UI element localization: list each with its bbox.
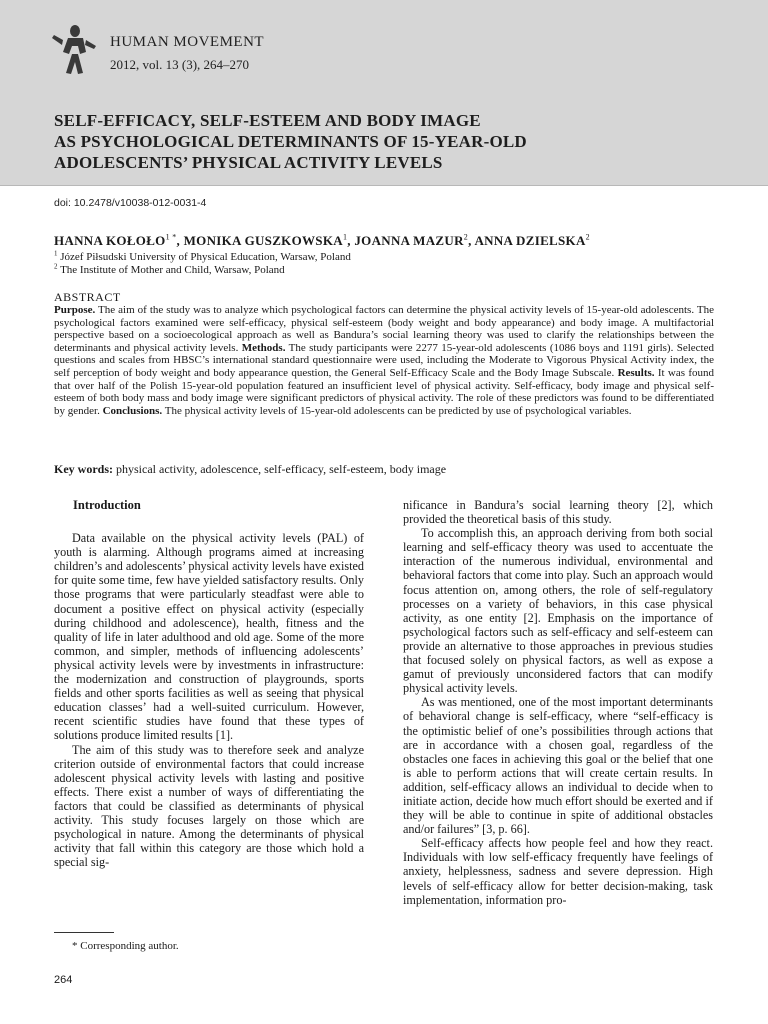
abstract-methods-label: Methods. xyxy=(241,341,286,354)
affiliation-number: 1 xyxy=(54,249,58,258)
abstract-results: It was found that over half of the Polish 15-year-old population featured an insufficient level of physical activity. Self-efficacy, body image and physical self-esteem of both body mass and body image were significant predictors of physical activity. The role of these predictors was found to be differentiated by gender. xyxy=(54,366,715,417)
author-name: JOANNA MAZUR xyxy=(354,233,464,248)
body-paragraph: As was mentioned, one of the most important determinants of behavioral change is self-efficacy, where “self-efficacy is the optimistic belief of one’s possibilities through actions that are in accordance with a chosen goal, regardless of the obstacles one faces in achieving this goal or the belief that one is able to perform actions that will create certain results. In addition, self-efficacy allows an individual to decide when to initiate action, decide how much effort should be exerted and if they will be able to continue in spite of additional obstacles and/or failures” [3, p. 66]. xyxy=(403,695,713,837)
page-number: 264 xyxy=(54,974,73,986)
author-separator: , xyxy=(176,233,184,248)
author-separator: , xyxy=(347,233,355,248)
affiliation xyxy=(54,251,351,263)
footnote-divider xyxy=(54,932,114,933)
abstract-methods: The study participants were 2277 15-year-old adolescents (1086 boys and 1191 girls). Selected questions and scales from HBSC’s international standard questionnaire were used, including the Moderate to Vigorous Physical Activity index, the self perception of body weight and body appearance question, the General Self-Efficacy Scale and the Body Image Subscale. xyxy=(54,341,714,379)
abstract-purpose-label: Purpose. xyxy=(54,304,96,316)
body-paragraph: To accomplish this, an approach deriving from both social learning and self-efficacy theory was used to accentuate the interaction of the numerous individual, environmental and behavioral factors that come into play. Such an approach would focus attention on, among others, the role of self-regulatory processes on a variety of behaviors, in this case physical activity, as one entity [2]. Emphasis on the importance of psychological factors such as self-efficacy and self-esteem can provide an alternative to those approaches in previous studies that focused solely on physical factors, as well as expose a gamut of previously unconsidered factors that can modify physical activity levels. xyxy=(403,526,713,696)
abstract-text xyxy=(54,304,714,417)
title-line: ADOLESCENTS’ PHYSICAL ACTIVITY LEVELS xyxy=(54,153,443,172)
affiliation xyxy=(54,264,285,276)
author-separator: , xyxy=(468,233,475,248)
section-heading-introduction: Introduction xyxy=(73,498,141,512)
abstract-heading: ABSTRACT xyxy=(54,290,121,304)
body-paragraph: Self-efficacy affects how people feel and how they react. Individuals with low self-efficacy frequently have feelings of anxiety, helplessness, sadness and severe depression. High levels of self-efficacy allow for better decision-making, task implementation, information pro- xyxy=(403,836,713,907)
author-name: ANNA DZIELSKA xyxy=(474,233,586,248)
body-column-left xyxy=(54,498,364,869)
body-paragraph: Data available on the physical activity levels (PAL) of youth is alarming. Although programs aimed at increasing children’s and adolescents’ physical activity levels have existed for quite some time, few have yielded satisfactory results. Only those programs that were particularly steadfast were able to document a positive effect on physical activity (especially during childhood and adolescence), health, fitness and the quality of life in later adulthood and old age. Some of the more common, and simpler, methods of influencing adolescents’ physical activity levels were by investments in infrastructure: the modernization and construction of playgrounds, sports fields and other sports facilities as well as seeing that physical education classes’ had a well-suited curriculum. However, recent scientific studies have found that these types of solutions produce limited results [1]. xyxy=(54,531,364,743)
keywords-text: physical activity, adolescence, self-efficacy, self-esteem, body image xyxy=(113,462,447,476)
journal-header-band xyxy=(0,0,768,186)
author-affiliation-mark: 1 xyxy=(342,232,348,242)
abstract-conclusions-label: Conclusions. xyxy=(102,404,163,417)
journal-name: HUMAN MOVEMENT xyxy=(110,34,265,50)
affiliation-text: Józef Piłsudski University of Physical Education, Warsaw, Poland xyxy=(60,251,351,263)
doi-link[interactable]: doi: 10.2478/v10038-012-0031-4 xyxy=(54,197,207,209)
author-affiliation-mark: 2 xyxy=(463,232,469,242)
keywords-label: Key words: xyxy=(54,462,113,476)
journal-issue: 2012, vol. 13 (3), 264–270 xyxy=(110,57,250,72)
body-column-right xyxy=(403,498,713,907)
journal-logo-icon xyxy=(50,24,100,76)
author-name: HANNA KOŁOŁO xyxy=(54,233,166,248)
abstract-purpose: The aim of the study was to analyze which psychological factors can determine the physical activity levels of 15-year-old adolescents. The psychological factors examined were self-efficacy, physical self-esteem (body weight and body appearance) and body image. A multifactorial perspective based on a socioecological approach as well as Bandura’s social learning theory was used to clarify the relationships between the determinants and physical activity levels. xyxy=(54,304,714,354)
article-title xyxy=(54,110,734,173)
footnote-corresponding-author: * Corresponding author. xyxy=(72,940,179,952)
title-line: SELF-EFFICACY, SELF-ESTEEM AND BODY IMAGE xyxy=(54,111,481,130)
abstract-conclusions: The physical activity levels of 15-year-old adolescents can be predicted by use of psychological variables. xyxy=(162,404,632,417)
abstract-results-label: Results. xyxy=(617,366,655,379)
author-affiliation-mark: 2 xyxy=(585,232,590,242)
author-affiliation-mark: 1 * xyxy=(165,232,177,242)
title-line: AS PSYCHOLOGICAL DETERMINANTS OF 15-YEAR-OLD xyxy=(54,132,527,151)
author-list xyxy=(54,233,590,249)
affiliation-text: The Institute of Mother and Child, Warsaw, Poland xyxy=(60,264,285,276)
body-paragraph: nificance in Bandura’s social learning theory [2], which provided the theoretical basis of this study. xyxy=(403,498,713,527)
body-paragraph: The aim of this study was to therefore seek and analyze criterion outside of environmental factors that could increase adolescent physical activity levels with lasting and positive effects. There exist a number of ways of differentiating the factors that could be classified as determinants of physical activity. This study focuses largely on those which are psychological in nature. Among the determinants of physical activity that fall within this category are those which hold a special sig- xyxy=(54,742,364,870)
author-name: MONIKA GUSZKOWSKA xyxy=(183,233,343,248)
keywords xyxy=(54,462,446,477)
affiliation-number: 2 xyxy=(54,262,58,271)
